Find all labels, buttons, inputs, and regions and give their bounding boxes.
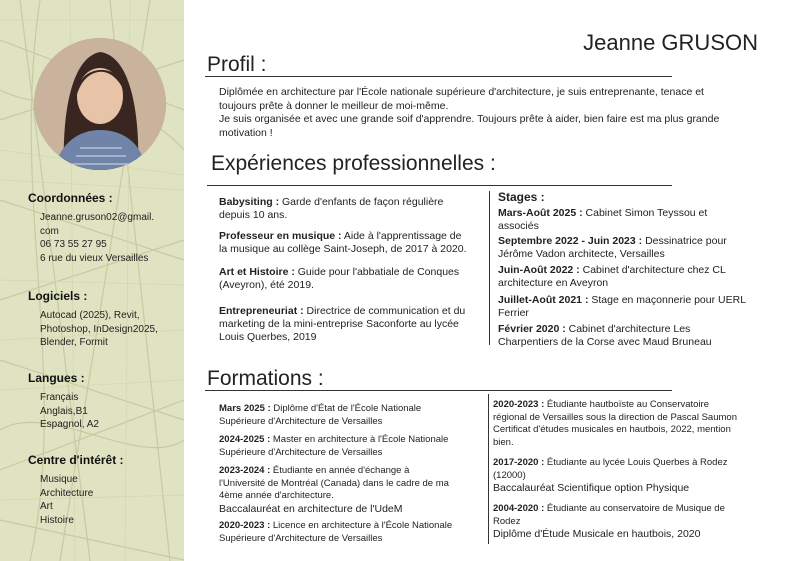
contact-title: Coordonnées : xyxy=(28,191,113,205)
profile-line: motivation ! xyxy=(219,126,273,139)
interests-title: Centre d'intérêt : xyxy=(28,453,124,467)
stage-item: Juillet-Août 2021 : Stage en maçonnerie pour UERL Ferrier xyxy=(498,294,747,319)
language-line: Anglais,B1 xyxy=(40,405,88,417)
education-rule xyxy=(205,390,672,391)
stage-item: Février 2020 : Cabinet d'architecture Les Charpentiers de la Corse avec Maud Bruneau xyxy=(498,323,712,348)
stages-title: Stages : xyxy=(498,190,545,204)
email-line-2: com xyxy=(40,225,59,237)
profile-photo xyxy=(34,38,166,170)
interest-line: Art xyxy=(40,501,53,512)
education-item: 2020-2023 : Étudiante hautboïste au Conservatoire régional de Versailles sous la direction de Pascal Saumon Certificat d'études musicales en hautbois, 2022, mention bien. xyxy=(493,399,737,448)
education-item: 2017-2020 : Étudiante au lycée Louis Querbes à Rodez (12000) Baccalauréat Scientifique option Physique xyxy=(493,457,728,494)
address: 6 rue du vieux Versailles xyxy=(40,252,149,264)
profile-line: Je suis organisée et avec une grande soif d'apprendre. Toujours prête à aider, bien faire est ma plus grande xyxy=(219,113,720,125)
education-heading: Formations : xyxy=(207,367,324,390)
stage-item: Septembre 2022 - Juin 2023 : Dessinatrice pour Jérôme Vadon architecte, Versailles xyxy=(498,235,727,260)
languages-section xyxy=(28,371,180,432)
experience-title: Babysiting : xyxy=(219,196,280,208)
experience-item: Entrepreneuriat : Directrice de communication et du marketing de la mini-entreprise Saconforte au lycée Louis Querbes, 2019 xyxy=(219,305,466,343)
education-item: Mars 2025 : Diplôme d'État de l'École Nationale Supérieure d'Architecture de Versailles xyxy=(219,403,422,427)
experience-item: Art et Histoire : Guide pour l'abbatiale de Conques (Aveyron), été 2019. xyxy=(219,266,460,291)
education-item: 2020-2023 : Licence en architecture à l'École Nationale Supérieure d'Architecture de Versailles xyxy=(219,520,453,544)
experience-divider xyxy=(489,191,490,345)
interest-line: Musique xyxy=(40,474,78,485)
contact-section xyxy=(28,191,180,265)
experience-heading: Expériences professionnelles : xyxy=(211,152,496,175)
interest-line: Architecture xyxy=(40,487,94,499)
experience-rule xyxy=(207,185,672,186)
software-title: Logiciels : xyxy=(28,289,88,303)
experience-title: Professeur en musique : xyxy=(219,230,342,242)
profile-text xyxy=(219,86,779,140)
person-name: Jeanne GRUSON xyxy=(583,30,758,55)
software-line: Autocad (2025), Revit, xyxy=(40,310,140,321)
language-line: Espagnol, A2 xyxy=(40,419,99,430)
profile-line: toujours prête à donner le meilleur de moi-même. xyxy=(219,99,449,112)
profile-heading: Profil : xyxy=(207,53,267,76)
stage-item: Mars-Août 2025 : Cabinet Simon Teyssou et associés xyxy=(498,207,708,232)
sidebar xyxy=(0,0,184,561)
phone: 06 73 55 27 95 xyxy=(40,239,107,250)
education-divider xyxy=(488,394,489,544)
experience-title: Art et Histoire : xyxy=(219,266,295,278)
email-line-1: Jeanne.gruson02@gmail. xyxy=(40,212,155,223)
software-line: Photoshop, InDesign2025, xyxy=(40,323,158,335)
education-item: 2023-2024 : Étudiante en année d'échange à l'Université de Montréal (Canada) dans le cadre de ma 4ème année d'architecture. Baccalauréat en architecture de l'UdeM xyxy=(219,465,449,515)
interest-line: Histoire xyxy=(40,514,74,526)
profile-rule xyxy=(205,76,672,77)
education-item: 2004-2020 : Étudiante au conservatoire de Musique de Rodez Diplôme d'Étude Musicale en hautbois, 2020 xyxy=(493,503,725,540)
experience-title: Entrepreneuriat : xyxy=(219,305,304,317)
language-line: Français xyxy=(40,392,79,403)
software-line: Blender, Formit xyxy=(40,337,108,348)
experience-item: Professeur en musique : Aide à l'apprentissage de la musique au collège Saint-Joseph, de 2017 à 2020. xyxy=(219,230,467,255)
languages-title: Langues : xyxy=(28,371,85,385)
education-item: 2024-2025 : Master en architecture à l'École Nationale Supérieure d'Architecture de Versailles xyxy=(219,434,449,458)
stage-item: Juin-Août 2022 : Cabinet d'architecture chez CL architecture en Aveyron xyxy=(498,264,726,289)
interests-section xyxy=(28,453,180,527)
profile-line: Diplômée en architecture par l'École nationale supérieure d'architecture, je suis entreprenante, tenace et xyxy=(219,86,704,98)
experience-item: Babysiting : Garde d'enfants de façon régulière depuis 10 ans. xyxy=(219,196,444,221)
software-section xyxy=(28,289,180,350)
